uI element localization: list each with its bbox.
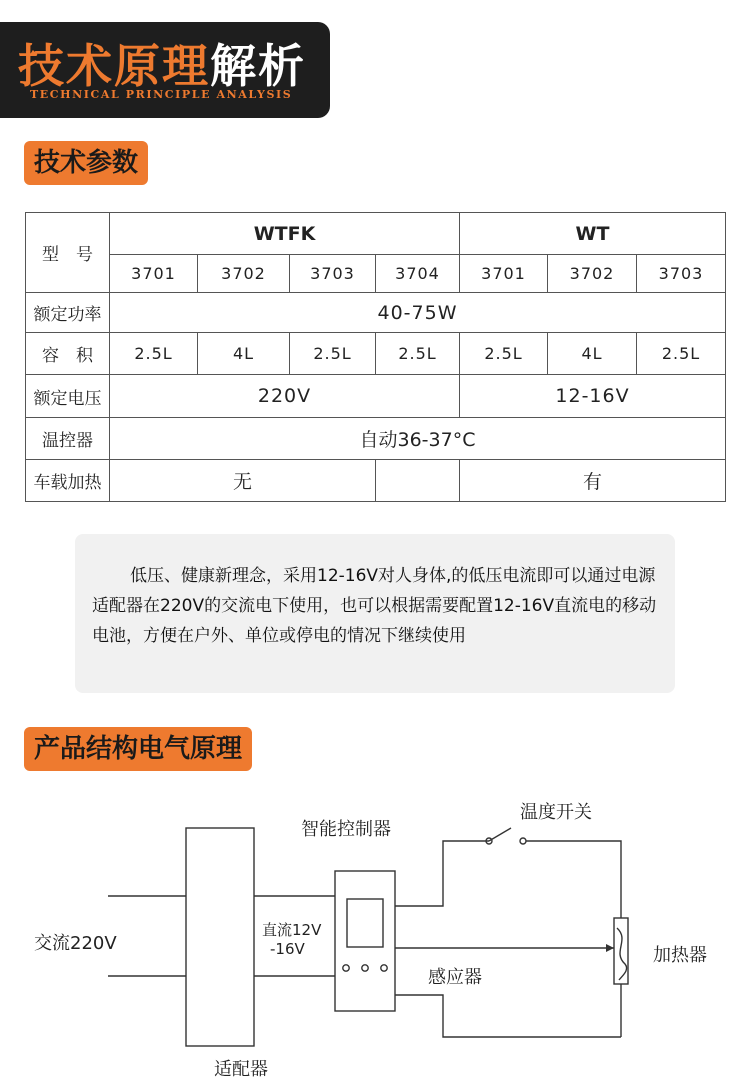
controller-button [362, 965, 368, 971]
car-heating-cell: 无 [110, 460, 376, 502]
page-subtitle: TECHNICAL PRINCIPLE ANALYSIS [30, 88, 293, 101]
row-label-voltage: 额定电压 [26, 375, 110, 418]
group-header: WTFK [110, 213, 460, 255]
spec-table [25, 212, 726, 502]
capacity-cell: 4L [548, 333, 637, 375]
return-wire [395, 995, 621, 1037]
heater-coil [617, 928, 627, 980]
model-cell: 3703 [637, 255, 726, 293]
controller-box [335, 871, 395, 1011]
label-adapter: 适配器 [214, 1059, 268, 1080]
description-body: 低压、健康新理念，采用12-16V对人身体,的低压电流即可以通过电源适配器在220V的交流电下使用，也可以根据需要配置12-16V直流电的移动电池，方便在户外、单位或停电的情况下继续使用 [92, 566, 657, 646]
switch-contact [520, 838, 526, 844]
row-label-thermostat: 温控器 [26, 418, 110, 460]
switch-blade [489, 828, 511, 841]
table-row [26, 460, 726, 502]
capacity-cell: 2.5L [637, 333, 726, 375]
switch-wire-right [526, 841, 621, 918]
label-heater: 加热器 [653, 945, 707, 966]
capacity-cell: 4L [198, 333, 290, 375]
label-controller: 智能控制器 [301, 819, 391, 840]
row-label-capacity: 容 积 [26, 333, 110, 375]
voltage-cell: 12-16V [460, 375, 726, 418]
capacity-cell: 2.5L [376, 333, 460, 375]
capacity-cell: 2.5L [290, 333, 376, 375]
model-cell: 3702 [198, 255, 290, 293]
group-header: WT [460, 213, 726, 255]
capacity-cell: 2.5L [110, 333, 198, 375]
table-row [26, 375, 726, 418]
label-sensor: 感应器 [428, 967, 482, 988]
model-cell: 3701 [460, 255, 548, 293]
capacity-cell: 2.5L [460, 333, 548, 375]
row-label-power: 额定功率 [26, 293, 110, 333]
thermostat-value: 自动36-37°C [110, 418, 726, 460]
section-title-tech-params: 技术参数 [24, 141, 148, 185]
model-cell: 3703 [290, 255, 376, 293]
page-title-part1: 技术原理 [18, 39, 210, 93]
label-dc-line2: -16V [270, 940, 305, 958]
controller-display [347, 899, 383, 947]
label-dc [262, 921, 321, 959]
controller-button [381, 965, 387, 971]
description-text [92, 561, 667, 651]
table-row [26, 255, 726, 293]
heater-element [614, 918, 628, 984]
switch-wire-left [395, 841, 489, 906]
label-ac-input: 交流220V [34, 933, 117, 954]
table-row [26, 293, 726, 333]
sensor-arrow-icon [606, 944, 614, 952]
row-label-model: 型 号 [26, 213, 110, 293]
table-row [26, 213, 726, 255]
model-cell: 3702 [548, 255, 637, 293]
header-banner [0, 22, 330, 118]
label-temp-switch: 温度开关 [520, 802, 592, 823]
car-heating-cell: 有 [460, 460, 726, 502]
model-cell: 3704 [376, 255, 460, 293]
adapter-box [186, 828, 254, 1046]
model-cell: 3701 [110, 255, 198, 293]
power-value: 40-75W [110, 293, 726, 333]
page-title [18, 30, 306, 96]
label-dc-line1: 直流12V [262, 921, 322, 939]
description-box [75, 534, 675, 693]
table-row [26, 418, 726, 460]
table-row [26, 333, 726, 375]
controller-button [343, 965, 349, 971]
voltage-cell: 220V [110, 375, 460, 418]
row-label-car-heating: 车载加热 [26, 460, 110, 502]
page-title-part2: 解析 [210, 39, 306, 93]
car-heating-cell [376, 460, 460, 502]
section-title-structure: 产品结构电气原理 [24, 727, 252, 771]
